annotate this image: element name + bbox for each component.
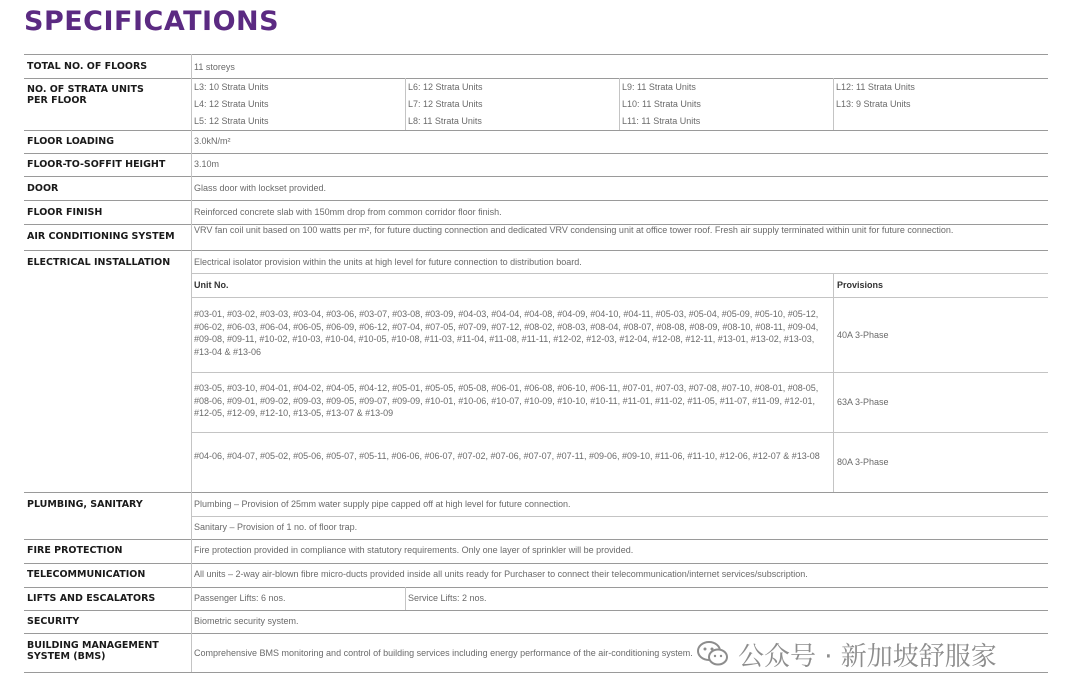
strata-item: L12: 11 Strata Units — [836, 82, 915, 92]
aircon-label: AIR CONDITIONING SYSTEM — [27, 231, 175, 242]
divider — [24, 78, 1048, 79]
column-divider — [833, 78, 834, 130]
lifts-label: LIFTS AND ESCALATORS — [27, 593, 156, 604]
fire-value: Fire protection provided in compliance with statutory requirements. Only one layer of sprinkler will be provided. — [194, 545, 634, 555]
provision-63a: 63A 3-Phase — [837, 397, 889, 407]
inner-divider — [191, 297, 1048, 298]
strata-item: L11: 11 Strata Units — [622, 116, 701, 126]
floors-label: TOTAL NO. OF FLOORS — [27, 61, 148, 72]
security-value: Biometric security system. — [194, 616, 299, 626]
strata-item: L3: 10 Strata Units — [194, 82, 269, 92]
provisions-header: Provisions — [837, 280, 884, 290]
wechat-icon — [696, 639, 730, 669]
telecom-value: All units – 2-way air-blown fibre micro-ducts provided inside all units ready for Purchaser to connect their telecommunication/internet services/subscription. — [194, 569, 808, 579]
watermark — [696, 636, 997, 672]
strata-item: L8: 11 Strata Units — [408, 116, 482, 126]
electrical-value: Electrical isolator provision within the units at high level for future connection to distribution board. — [194, 257, 582, 267]
strata-item: L6: 12 Strata Units — [408, 82, 483, 92]
column-divider — [405, 78, 406, 130]
divider — [24, 130, 1048, 131]
provision-40a: 40A 3-Phase — [837, 330, 889, 340]
divider — [24, 54, 1048, 55]
door-value: Glass door with lockset provided. — [194, 183, 327, 193]
page-title: SPECIFICATIONS — [24, 6, 280, 37]
inner-divider — [191, 432, 1048, 433]
finish-label: FLOOR FINISH — [27, 207, 103, 218]
divider — [24, 250, 1048, 251]
column-divider — [191, 54, 192, 672]
loading-value: 3.0kN/m² — [194, 136, 231, 146]
plumbing-value: Plumbing – Provision of 25mm water supply pipe capped off at high level for future connection. — [194, 499, 571, 509]
door-label: DOOR — [27, 183, 59, 194]
sanitary-value: Sanitary – Provision of 1 no. of floor trap. — [194, 522, 358, 532]
service-lifts: Service Lifts: 2 nos. — [408, 593, 487, 603]
column-divider — [619, 78, 620, 130]
divider — [24, 633, 1048, 634]
strata-item: L4: 12 Strata Units — [194, 99, 269, 109]
watermark-text: 公众号 · 新加坡舒服家 — [738, 641, 997, 672]
divider — [24, 610, 1048, 611]
electrical-label: ELECTRICAL INSTALLATION — [27, 257, 171, 268]
strata-item: L10: 11 Strata Units — [622, 99, 701, 109]
fire-label: FIRE PROTECTION — [27, 545, 123, 556]
strata-item: L13: 9 Strata Units — [836, 99, 911, 109]
column-divider — [405, 587, 406, 610]
strata-label: NO. OF STRATA UNITS PER FLOOR — [27, 84, 144, 106]
divider — [24, 176, 1048, 177]
divider — [24, 492, 1048, 493]
security-label: SECURITY — [27, 616, 80, 627]
divider — [24, 563, 1048, 564]
provision-80a: 80A 3-Phase — [837, 457, 889, 467]
strata-item: L7: 12 Strata Units — [408, 99, 483, 109]
bms-value: Comprehensive BMS monitoring and control of building services including energy performance of the air-conditioning system. — [194, 648, 693, 658]
unit-no-header: Unit No. — [194, 280, 229, 290]
divider — [24, 153, 1048, 154]
floors-value: 11 storeys — [194, 62, 235, 72]
unit-group-40a: #03-01, #03-02, #03-03, #03-04, #03-06, #03-07, #03-08, #03-09, #04-03, #04-04, #04-08, #04-09, #04-10, #04-11, #05-03, #05-04, #05-09, #05-10, #05-12, #06-02, #06-03, #06-04, #06-05, #06-09, #06-12, #07-04, #07-05, #07-09, #07-12, #08-02, #08-03, #08-04, #08-07, #08-08, #08-09, #08-10, #08-11, #09-04, #09-08, #09-11, #10-02, #10-03, #10-04, #10-05, #10-08, #11-03, #11-04, #11-08, #11-11, #12-02, #12-03, #12-04, #12-08, #12-11, #13-01, #13-02, #13-03, #13-04 & #13-06 — [194, 309, 819, 357]
unit-group-63a: #03-05, #03-10, #04-01, #04-02, #04-05, #04-12, #05-01, #05-05, #05-08, #06-01, #06-08, #06-10, #06-11, #07-01, #07-03, #07-08, #07-10, #08-01, #08-05, #08-06, #09-01, #09-02, #09-03, #09-05, #09-07, #09-09, #10-01, #10-06, #10-07, #10-09, #10-10, #10-11, #11-01, #11-02, #11-05, #11-07, #11-09, #12-01, #12-05, #12-09, #12-10, #13-05, #13-07 & #13-09 — [194, 383, 819, 418]
soffit-value: 3.10m — [194, 159, 220, 169]
strata-item: L5: 12 Strata Units — [194, 116, 269, 126]
aircon-value: VRV fan coil unit based on 100 watts per m², for future ducting connection and dedicated VRV condensing unit at office tower roof. Fresh air supply terminated within unit for future connection. — [194, 225, 954, 235]
strata-item: L9: 11 Strata Units — [622, 82, 696, 92]
inner-divider — [191, 273, 1048, 274]
divider — [24, 200, 1048, 201]
passenger-lifts: Passenger Lifts: 6 nos. — [194, 593, 286, 603]
divider — [24, 539, 1048, 540]
inner-divider — [191, 372, 1048, 373]
telecom-label: TELECOMMUNICATION — [27, 569, 146, 580]
inner-divider — [191, 516, 1048, 517]
plumbing-label: PLUMBING, SANITARY — [27, 499, 143, 510]
unit-group-80a: #04-06, #04-07, #05-02, #05-06, #05-07, #05-11, #06-06, #06-07, #07-02, #07-06, #07-07, #07-11, #09-06, #09-10, #11-06, #11-10, #12-06, #12-07 & #13-08 — [194, 451, 820, 461]
finish-value: Reinforced concrete slab with 150mm drop from common corridor floor finish. — [194, 207, 502, 217]
divider — [24, 587, 1048, 588]
soffit-label: FLOOR-TO-SOFFIT HEIGHT — [27, 159, 166, 170]
bms-label: BUILDING MANAGEMENT SYSTEM (BMS) — [27, 640, 159, 662]
loading-label: FLOOR LOADING — [27, 136, 115, 147]
